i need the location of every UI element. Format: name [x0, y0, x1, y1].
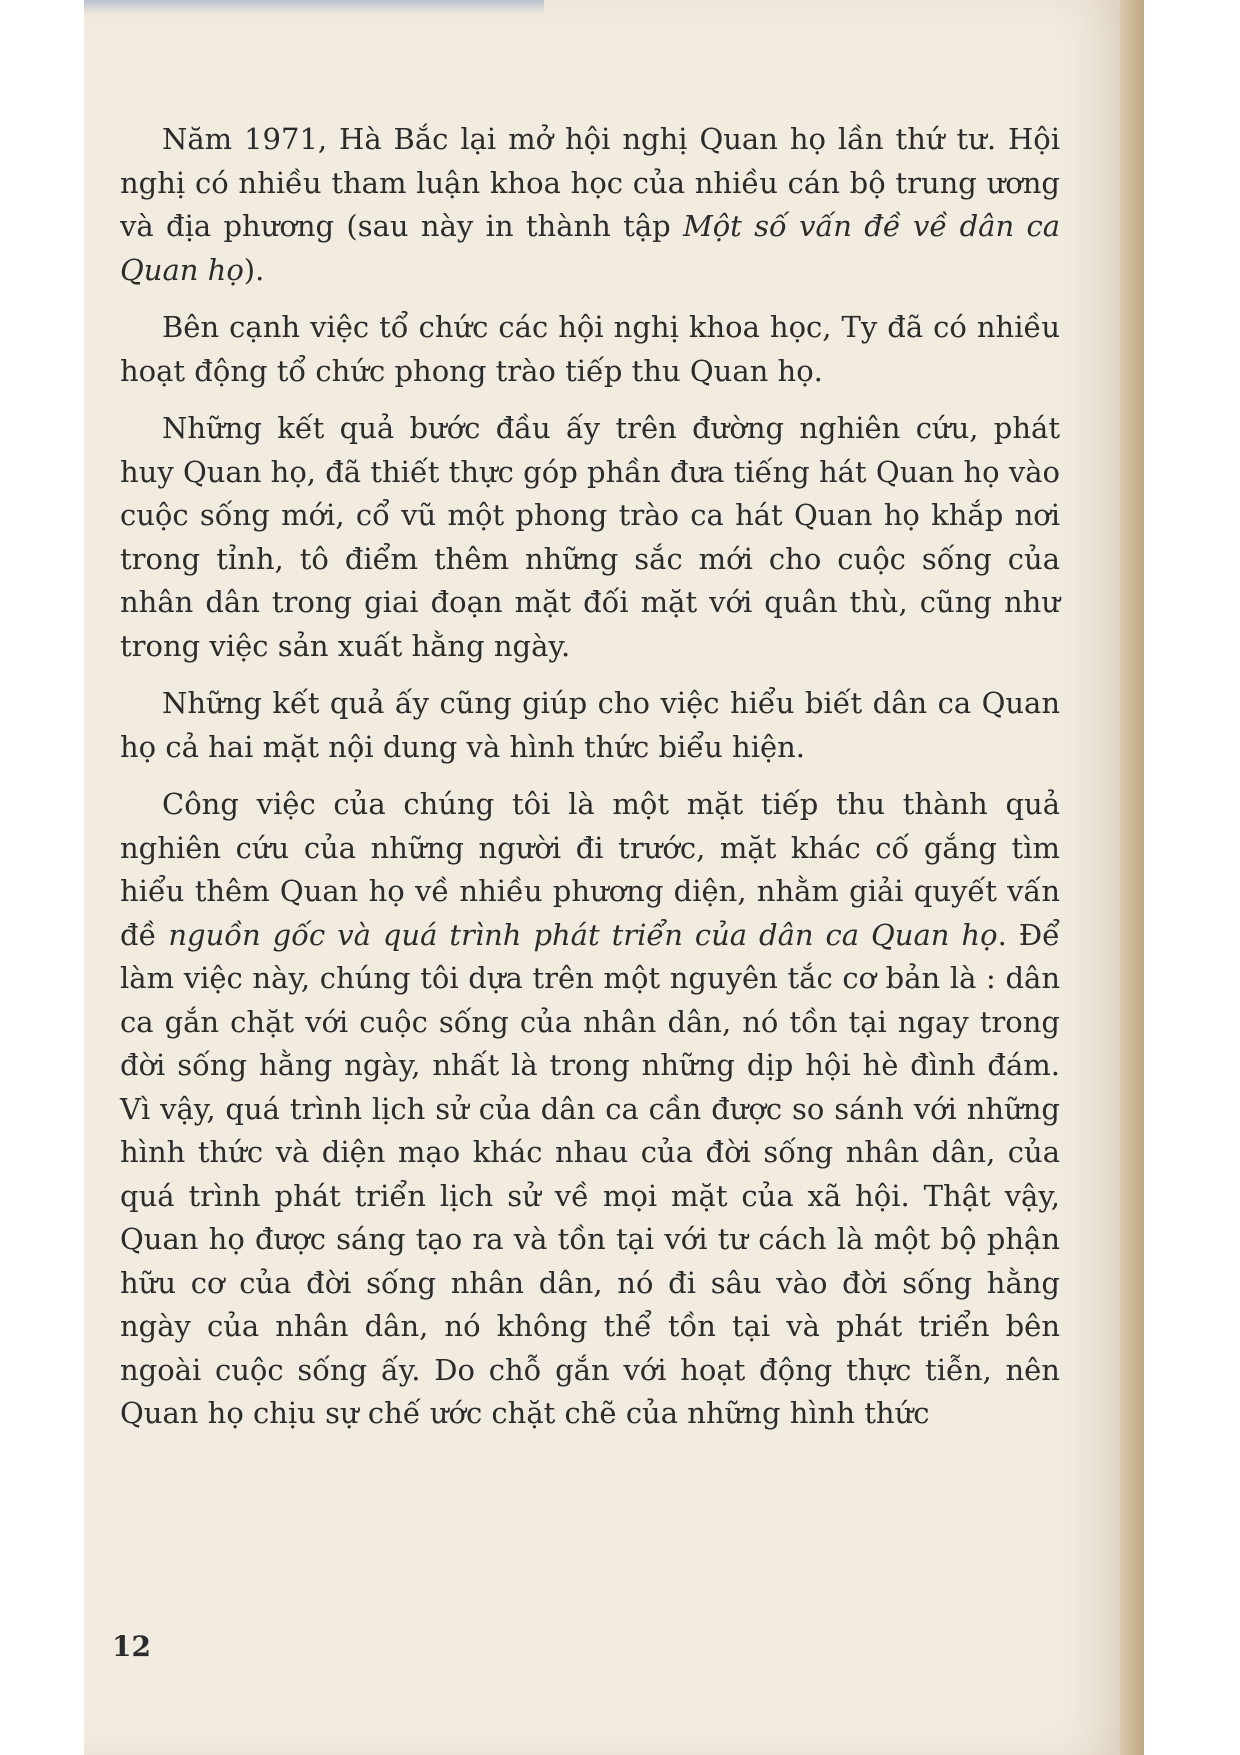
paragraph-1-book-title: Một số vấn đề về dân ca Quan họ: [120, 209, 1060, 287]
paragraph-1-text-end: ).: [243, 252, 265, 287]
page-number: 12: [112, 1630, 151, 1663]
paragraph-5-text: Công việc của chúng tôi là một mặt tiếp thu thành quả nghiên cứu của những người đi trước, mặt khác cố gắng tìm hiểu thêm Quan họ về nhiều phương diện, nhằm giải quyết vấn đề: [120, 787, 1060, 952]
paragraph-1-text: Năm 1971, Hà Bắc lại mở hội nghị Quan họ lần thứ tư. Hội nghị có nhiều tham luận khoa học của nhiều cán bộ trung ương và địa phương (sau này in thành tập: [120, 122, 1060, 243]
paragraph-1: [120, 118, 1060, 292]
scan-top-strip: [84, 0, 544, 14]
body-text: [120, 118, 1060, 1450]
paragraph-3: Những kết quả bước đầu ấy trên đường nghiên cứu, phát huy Quan họ, đã thiết thực góp phần đưa tiếng hát Quan họ vào cuộc sống mới, cổ vũ một phong trào ca hát Quan họ khắp nơi trong tỉnh, tô điểm thêm những sắc mới cho cuộc sống của nhân dân trong giai đoạn mặt đối mặt với quân thù, cũng như trong việc sản xuất hằng ngày.: [120, 411, 1060, 663]
paragraph-5-text-end: . Để làm việc này, chúng tôi dựa trên một nguyên tắc cơ bản là : dân ca gắn chặt với cuộc sống của nhân dân, nó tồn tại ngay trong đời sống hằng ngày, nhất là trong những dịp hội hè đình đám. Vì vậy, quá trình lịch sử của dân ca cần được so sánh với những hình thức và diện mạo khác nhau của đời sống nhân dân, của quá trình phát triển lịch sử về mọi mặt của xã hội. Thật vậy, Quan họ được sáng tạo ra và tồn tại với tư cách là một bộ phận hữu cơ của đời sống nhân dân, nó đi sâu vào đời sống hằng ngày của nhân dân, nó không thể tồn tại và phát triển bên ngoài cuộc sống ấy. Do chỗ gắn với hoạt động thực tiễn, nên Quan họ chịu sự chế ước chặt chẽ của những hình thức: [120, 917, 1060, 1430]
paragraph-4: Những kết quả ấy cũng giúp cho việc hiểu biết dân ca Quan họ cả hai mặt nội dung và hình thức biểu hiện.: [120, 686, 1060, 764]
paragraph-5-italic-phrase: nguồn gốc và quá trình phát triển của dân ca Quan họ: [168, 917, 998, 952]
paragraph-2: Bên cạnh việc tổ chức các hội nghị khoa học, Ty đã có nhiều hoạt động tổ chức phong trào tiếp thu Quan họ.: [120, 310, 1060, 388]
paragraph-5: [120, 783, 1060, 1436]
page-edge: [1120, 0, 1144, 1755]
